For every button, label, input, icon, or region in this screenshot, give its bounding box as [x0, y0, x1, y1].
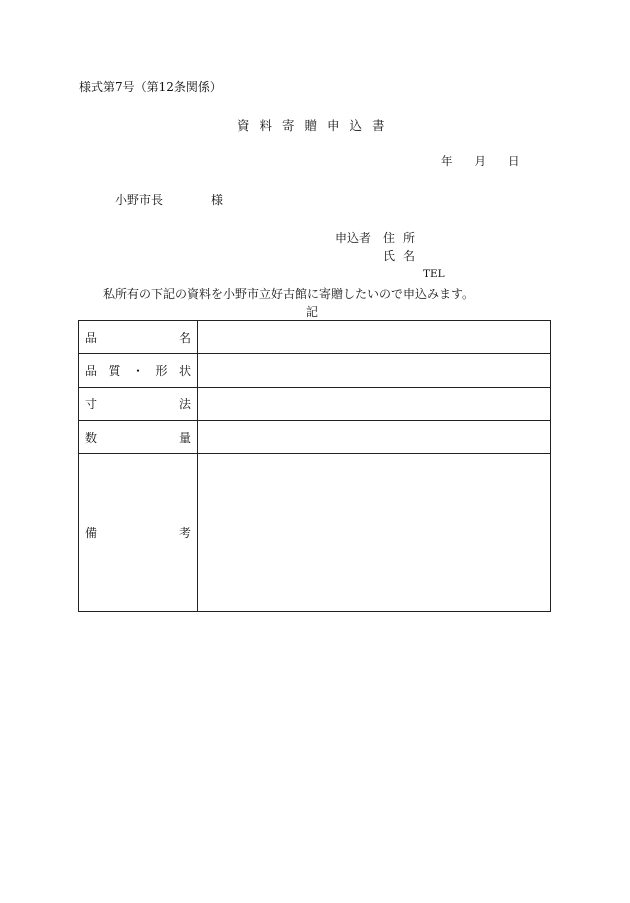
table-row-quantity: [79, 421, 551, 454]
row-label-char: 状: [178, 364, 191, 379]
date-line: [441, 156, 520, 168]
addressee-name: 小野市長: [115, 193, 164, 207]
row-label-char: 数: [85, 430, 98, 445]
row-label-char: ・: [131, 364, 144, 379]
donation-form-table: [78, 320, 551, 612]
row-label-remarks: [79, 454, 198, 612]
row-label-char: 名: [178, 330, 191, 345]
table-row-item-name: [79, 321, 551, 354]
row-label-quantity: [79, 421, 198, 454]
table-row-quality-shape: [79, 354, 551, 387]
applicant-address-label: 住所: [383, 231, 424, 245]
date-day-label: 日: [508, 154, 520, 168]
row-label-char: 備: [85, 526, 98, 541]
row-value-item-name[interactable]: [198, 321, 551, 354]
document-title: 資料寄贈申込書: [237, 118, 395, 133]
applicant-name-label: 氏名: [383, 249, 424, 263]
row-label-char: 寸: [85, 397, 98, 412]
donation-statement: 私所有の下記の資料を小野市立好古館に寄贈したいので申込みます。: [103, 287, 475, 301]
row-label-quality-shape: [79, 354, 198, 387]
row-label-char: 品: [85, 364, 98, 379]
row-label-char: 形: [155, 364, 168, 379]
ki-heading: 記: [306, 305, 319, 319]
row-label-char: 法: [178, 397, 191, 412]
row-label-char: 品: [85, 330, 98, 345]
date-year-label: 年: [441, 154, 453, 168]
row-label-char: 考: [178, 526, 191, 541]
row-label-item-name: [79, 321, 198, 354]
row-label-char: 質: [108, 364, 121, 379]
applicant-tel-label: TEL: [423, 268, 445, 280]
date-month-label: 月: [474, 154, 486, 168]
form-number: 様式第7号（第12条関係）: [79, 80, 222, 94]
row-value-quantity[interactable]: [198, 421, 551, 454]
addressee: [115, 194, 223, 206]
addressee-honorific: 様: [211, 193, 224, 207]
row-label-dimensions: [79, 387, 198, 420]
row-value-quality-shape[interactable]: [198, 354, 551, 387]
table-row-dimensions: [79, 387, 551, 420]
row-value-remarks[interactable]: [198, 454, 551, 612]
applicant-label: 申込者: [335, 231, 372, 245]
row-value-dimensions[interactable]: [198, 387, 551, 420]
table-row-remarks: [79, 454, 551, 612]
row-label-char: 量: [178, 430, 191, 445]
